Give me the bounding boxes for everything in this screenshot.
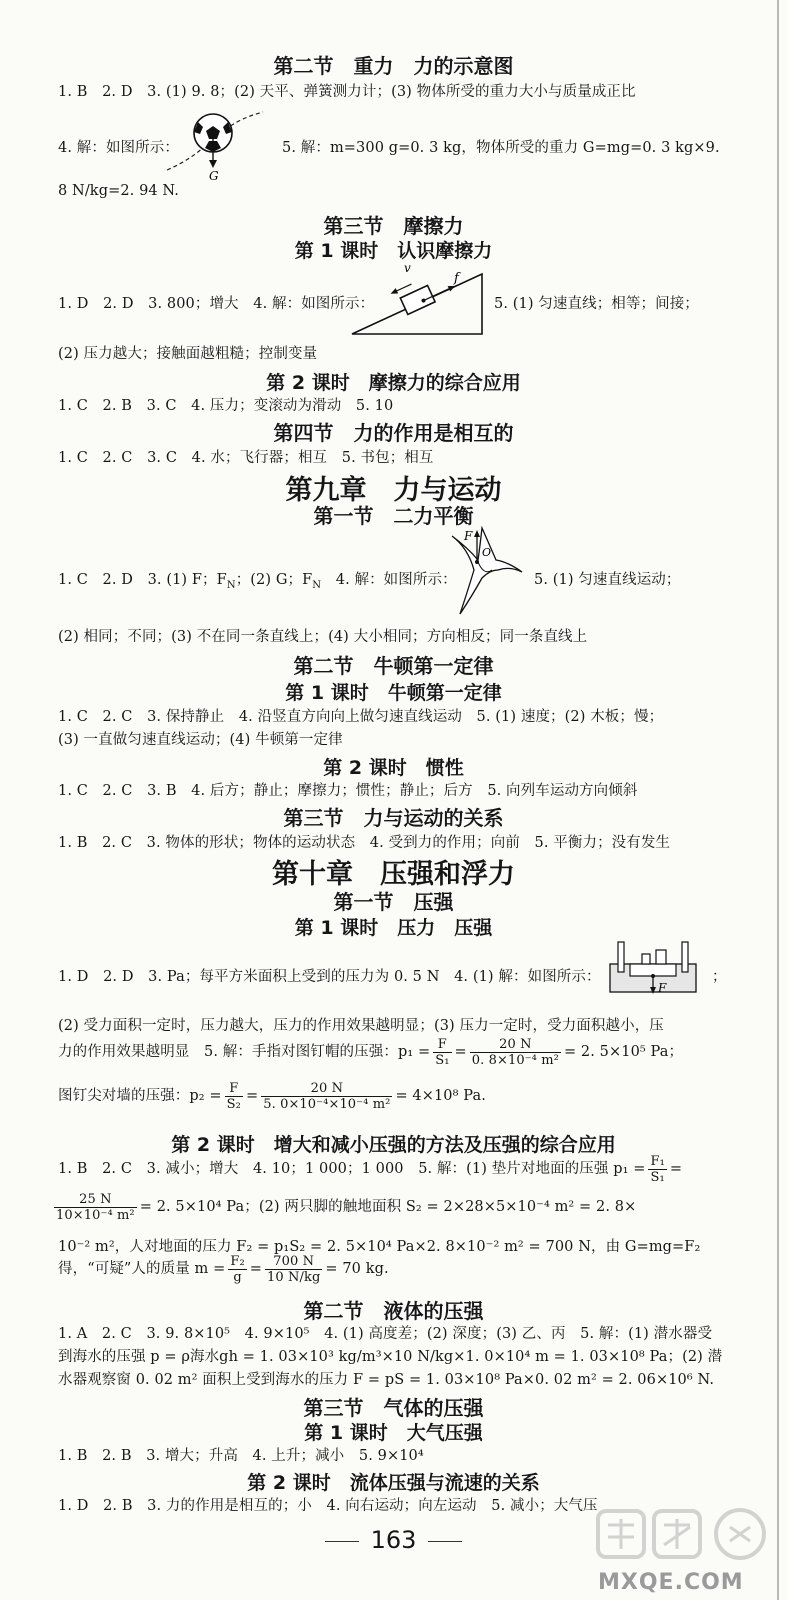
answer-line: 1. D 2. D 3. Pa；每平方米面积上受到的压力为 0. 5 N 4. (1) 解：如图所示：	[58, 969, 601, 985]
watermark-text: MXQE.COM	[598, 1570, 744, 1595]
answer-line: 5. (1) 匀速直线；相等；间接；	[494, 296, 699, 312]
answer-line: 1. D 2. B 3. 力的作用是相互的；小 4. 向右运动；向左运动 5. 减小；大气压	[58, 1498, 598, 1514]
section-heading-newton: 第二节 牛顿第一定律	[293, 654, 494, 678]
answer-line: 5. 解：m=300 g=0. 3 kg，物体所受的重力 G=mg=0. 3 kg×9.	[282, 140, 720, 156]
chapter-heading-9: 第九章 力与运动	[285, 475, 502, 506]
answer-line: 1. C 2. D 3. (1) F；$F_N$；(2) G；$F_N$ 4. 解：如图所示：	[58, 572, 457, 591]
section-heading-equilibrium: 第一节 二力平衡	[313, 504, 474, 528]
force-label: F	[464, 529, 473, 543]
answer-line: (3) 一直做匀速直线运动；(4) 牛顿第一定律	[58, 732, 343, 748]
section-heading-force-motion: 第三节 力与运动的关系	[283, 806, 504, 830]
answer-line: 1. C 2. C 3. B 4. 后方；静止；摩擦力；惯性；静止；后方 5. 向列车运动方向倾斜	[58, 783, 638, 799]
answer-line: 1. D 2. D 3. 800；增大 4. 解：如图所示：	[58, 296, 375, 312]
answer-line: 得，“可疑”人的质量 m = $\frac{\text{F₂}}{g}$ = $\frac{700 N}{10 N/kg}$ = 70 kg.	[58, 1253, 389, 1285]
answer-line: 图钉尖对墙的压强：p₂ = $\frac{F}{\text{S₂}}$ = $\frac{20 N}{\text{5. 0×10⁻⁴×10⁻⁴ m²}}$ = 4×10⁸ Pa.	[58, 1080, 486, 1112]
answer-line: 1. C 2. B 3. C 4. 压力；变滚动为滑动 5. 10	[58, 398, 394, 414]
section-heading-friction: 第三节 摩擦力	[323, 214, 464, 238]
answer-line: ；	[712, 969, 727, 985]
section-heading-interaction: 第四节 力的作用是相互的	[273, 421, 514, 445]
answer-line: 力的作用效果越明显 5. 解：手指对图钉帽的压强：p₁ = $\frac{F}{\text{S₁}}$ = $\frac{20 N}{\text{0. 8×10⁻⁴ m²}}$ = 2. 5×10⁵ Pa；	[58, 1036, 684, 1068]
pressure-device-figure	[604, 938, 704, 996]
section-heading-pressure: 第一节 压强	[333, 890, 454, 914]
gravity-label: G	[209, 169, 219, 180]
point-label: O	[482, 546, 492, 559]
answer-line: 5. (1) 匀速直线运动；	[534, 572, 681, 588]
lesson-heading: 第 2 课时 摩擦力的综合应用	[266, 372, 521, 394]
answer-line: 1. B 2. C 3. 物体的形状；物体的运动状态 4. 受到力的作用；向前 5. 平衡力；没有发生	[58, 835, 671, 851]
lesson-heading: 第 1 课时 压力 压强	[294, 917, 493, 939]
answer-line: 1. B 2. C 3. 减小；增大 4. 10；1 000；1 000 5. 解：(1) 垫片对地面的压强 p₁ = $\frac{\text{F₁}}{\text{S₁}}$ =	[58, 1153, 683, 1185]
answer-line: 水器观察窗 0. 02 m² 面积上受到海水的压力 F = pS = 1. 03×10⁸ Pa×0. 02 m² = 2. 06×10⁶ N.	[58, 1372, 715, 1388]
press-force-label: F	[658, 981, 667, 995]
bird-figure	[438, 526, 524, 618]
lesson-heading: 第 2 课时 增大和减小压强的方法及压强的综合应用	[171, 1134, 616, 1156]
velocity-label: v	[404, 261, 411, 275]
page-number: 163	[0, 1526, 787, 1554]
section-heading-liquid-pressure: 第二节 液体的压强	[303, 1299, 484, 1323]
section-heading-gravity: 第二节 重力 力的示意图	[273, 54, 514, 78]
answer-line: 4. 解：如图所示：	[58, 140, 179, 156]
answer-line: (2) 受力面积一定时，压力越大，压力的作用效果越明显；(3) 压力一定时，受力面积越小，压	[58, 1018, 664, 1034]
answer-line: 1. A 2. C 3. 9. 8×10⁵ 4. 9×10⁵ 4. (1) 高度差；(2) 深度；(3) 乙、丙 5. 解：(1) 潜水器受	[58, 1326, 713, 1342]
answer-line: 1. C 2. C 3. C 4. 水；飞行器；相互 5. 书包；相互	[58, 450, 434, 466]
lesson-heading: 第 2 课时 惯性	[323, 757, 464, 779]
answer-line: 1. B 2. D 3. (1) 9. 8；(2) 天平、弹簧测力计；(3) 物体所受的重力大小与质量成正比	[58, 84, 636, 100]
answer-line: 8 N/kg=2. 94 N.	[58, 183, 179, 199]
lesson-heading: 第 1 课时 认识摩擦力	[294, 240, 493, 262]
lesson-heading: 第 1 课时 大气压强	[304, 1422, 483, 1444]
answer-line: 1. C 2. C 3. 保持静止 4. 沿竖直方向向上做匀速直线运动 5. (1) 速度；(2) 木板；慢；	[58, 709, 664, 725]
answer-line: (2) 相同；不同；(3) 不在同一条直线上；(4) 大小相同；方向相反；同一条直线上	[58, 629, 588, 645]
lesson-heading: 第 2 课时 流体压强与流速的关系	[247, 1472, 540, 1494]
answer-line: (2) 压力越大；接触面越粗糙；控制变量	[58, 346, 318, 362]
incline-block-figure	[348, 256, 486, 338]
section-heading-gas-pressure: 第三节 气体的压强	[303, 1396, 484, 1420]
soccer-ball-figure	[165, 108, 265, 180]
answer-line: 1. B 2. B 3. 增大；升高 4. 上升；减小 5. 9×10⁴	[58, 1448, 424, 1464]
lesson-heading: 第 1 课时 牛顿第一定律	[285, 682, 502, 704]
answer-line: 10⁻² m²，人对地面的压力 F₂ = p₁S₂ = 2. 5×10⁴ Pa×2. 8×10⁻² m² = 700 N，由 G=mg=F₂	[58, 1239, 701, 1255]
chapter-heading-10: 第十章 压强和浮力	[272, 859, 515, 890]
friction-label: f	[454, 271, 459, 286]
answer-line: $\frac{25 N}{\text{10×10⁻⁴ m²}}$ = 2. 5×10⁴ Pa；(2) 两只脚的触地面积 S₂ = 2×28×5×10⁻⁴ m² = 2. 8×	[56, 1191, 637, 1223]
answer-line: 到海水的压强 p = ρ海水gh = 1. 03×10³ kg/m³×10 N/kg×1. 0×10⁴ m = 1. 03×10⁸ Pa；(2) 潜	[58, 1349, 723, 1365]
